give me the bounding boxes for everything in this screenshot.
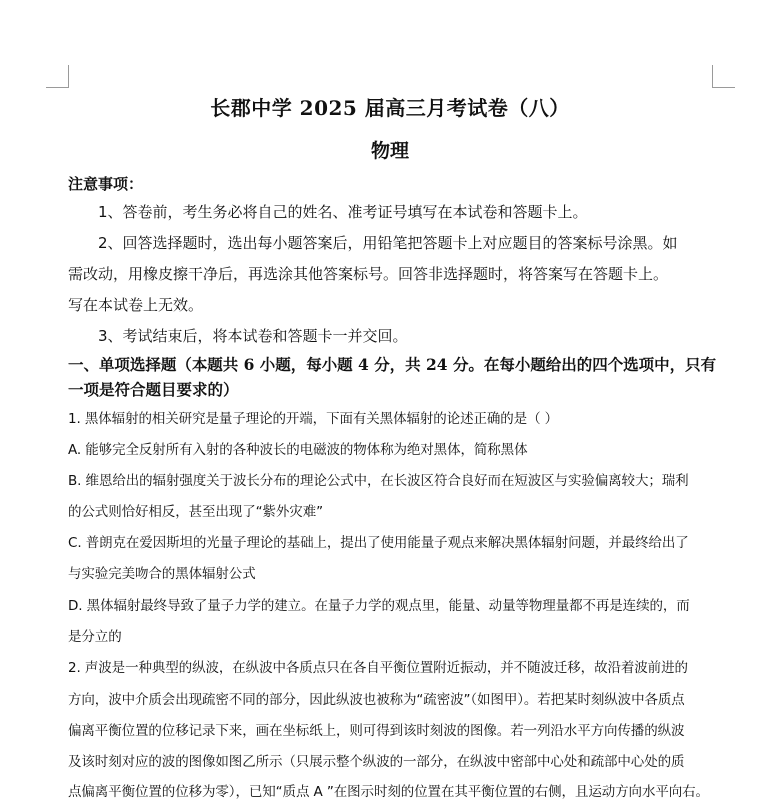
section-heading-line-2: 一项是符合题目要求的） <box>68 380 239 399</box>
crop-mark-top-right <box>712 65 735 88</box>
q1-option-b-line-2: 的公式则恰好相反，甚至出现了“紫外灾难” <box>68 504 323 520</box>
q2-line-3: 偏离平衡位置的位移记录下来，画在坐标纸上，则可得到该时刻波的图像。若一列沿水平方向传播的纵波 <box>68 723 685 739</box>
section-heading-line-1: 一、单项选择题（本题共 6 小题，每小题 4 分，共 24 分。在每小题给出的四个选项中，只有 <box>68 355 717 374</box>
notice-line-1: 1、答卷前，考生务必将自己的姓名、准考证号填写在本试卷和答题卡上。 <box>98 203 588 221</box>
exam-title: 长郡中学 2025 届高三月考试卷（八） <box>210 96 570 120</box>
exam-subject: 物理 <box>370 140 409 162</box>
notice-line-5: 3、考试结束后，将本试卷和答题卡一并交回。 <box>98 327 408 345</box>
notice-line-4: 写在本试卷上无效。 <box>68 296 204 314</box>
notice-line-2: 2、回答选择题时，选出每小题答案后，用铅笔把答题卡上对应题目的答案标号涂黑。如 <box>98 234 678 252</box>
q1-option-a: A. 能够完全反射所有入射的各种波长的电磁波的物体称为绝对黑体，简称黑体 <box>68 442 528 458</box>
q1-option-b-line-1: B. 维恩给出的辐射强度关于波长分布的理论公式中，在长波区符合良好而在短波区与实验偏离较大；瑞利 <box>68 473 689 489</box>
q2-line-4: 及该时刻对应的波的图像如图乙所示（只展示整个纵波的一部分，在纵波中密部中心处和疏部中心处的质 <box>68 754 685 770</box>
q2-line-5: 点偏离平衡位置的位移为零），已知“质点 A ”在图示时刻的位置在其平衡位置的右侧，且运动方向水平向右。 <box>68 784 709 800</box>
notice-heading: 注意事项： <box>68 175 144 193</box>
notice-line-3: 需改动，用橡皮擦干净后，再选涂其他答案标号。回答非选择题时，将答案写在答题卡上。 <box>68 265 669 283</box>
q1-option-d-line-2: 是分立的 <box>68 629 122 645</box>
q1-stem: 1. 黑体辐射的相关研究是量子理论的开端，下面有关黑体辐射的论述正确的是（ ） <box>68 411 559 427</box>
q1-option-d-line-1: D. 黑体辐射最终导致了量子力学的建立。在量子力学的观点里，能量、动量等物理量都不再是连续的，而 <box>68 598 690 614</box>
q1-option-c-line-1: C. 普朗克在爱因斯坦的光量子理论的基础上，提出了使用能量子观点来解决黑体辐射问题，并最终给出了 <box>68 535 689 551</box>
q1-option-c-line-2: 与实验完美吻合的黑体辐射公式 <box>68 566 256 582</box>
q2-line-1: 2. 声波是一种典型的纵波，在纵波中各质点只在各自平衡位置附近振动，并不随波迁移，故沿着波前进的 <box>68 660 688 676</box>
q2-line-2: 方向，波中介质会出现疏密不同的部分，因此纵波也被称为“疏密波”（如图甲）。若把某时刻纵波中各质点 <box>68 692 685 708</box>
crop-mark-top-left <box>46 65 69 88</box>
